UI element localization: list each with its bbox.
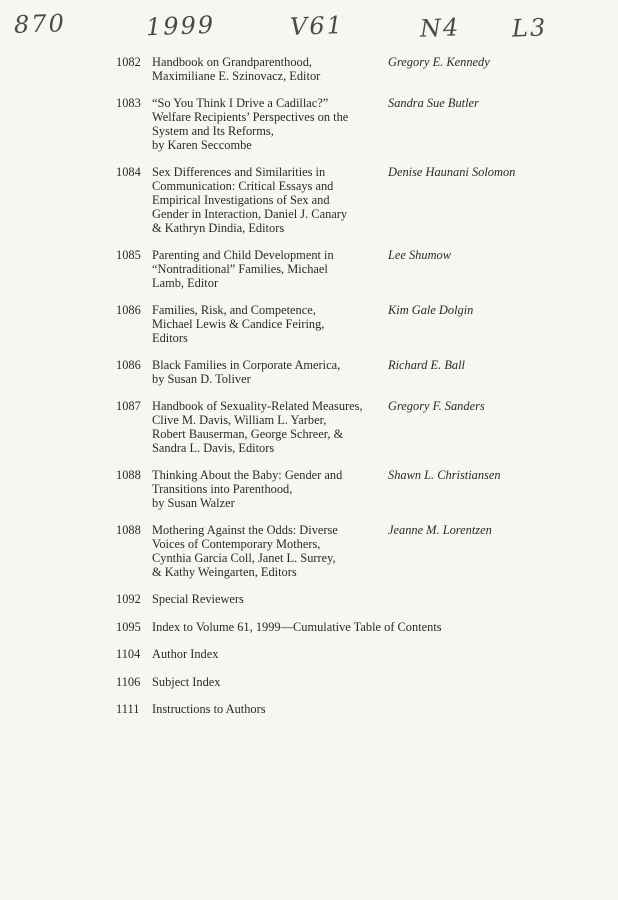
book-title-line: Clive M. Davis, William L. Yarber,: [152, 413, 327, 427]
book-title-line: System and Its Reforms,: [152, 124, 274, 138]
review-entry: [116, 165, 606, 235]
handwritten-number: N4: [419, 13, 461, 43]
book-title-line: Maximiliane E. Szinovacz, Editor: [152, 69, 321, 83]
handwritten-year: 1999: [145, 10, 216, 42]
book-title: [152, 523, 368, 579]
review-entry: [116, 55, 606, 83]
reviewer-name: Jeanne M. Lorentzen: [388, 523, 492, 537]
review-entry: [116, 523, 606, 579]
book-title: [152, 399, 368, 455]
page-number: 1106: [116, 674, 141, 689]
book-title: [152, 55, 368, 83]
book-title-line: Voices of Contemporary Mothers,: [152, 537, 321, 551]
section-entry: [116, 620, 606, 634]
book-title-line: Handbook of Sexuality-Related Measures,: [152, 399, 363, 413]
book-title-line: Mothering Against the Odds: Diverse: [152, 523, 338, 537]
page-number: 1104: [116, 647, 141, 661]
section-label: Instructions to Authors: [152, 702, 266, 716]
book-title-line: Editors: [152, 331, 188, 345]
book-title-line: by Susan Walzer: [152, 496, 235, 510]
page-number: 1086: [116, 303, 141, 317]
review-entry: [116, 303, 606, 345]
page-number: 1088: [116, 468, 141, 482]
handwritten-page: 870: [13, 9, 67, 39]
review-entry: [116, 358, 606, 386]
page-number: 1082: [116, 55, 141, 69]
book-title-line: & Kathy Weingarten, Editors: [152, 565, 297, 579]
section-label: Subject Index: [152, 674, 221, 689]
book-review-list: [116, 55, 606, 579]
reviewer-name: Denise Haunani Solomon: [388, 165, 516, 179]
book-title-line: Gender in Interaction, Daniel J. Canary: [152, 207, 348, 221]
reviewer-name: Gregory E. Kennedy: [388, 55, 490, 69]
book-title-line: Sex Differences and Similarities in: [152, 165, 326, 179]
book-title-line: Lamb, Editor: [152, 276, 219, 290]
reviewer-name: Gregory F. Sanders: [388, 399, 485, 413]
table-of-contents: [116, 55, 606, 730]
section-entry: [116, 647, 606, 661]
book-title-line: Empirical Investigations of Sex and: [152, 193, 330, 207]
reviewer-name: Lee Shumow: [388, 248, 451, 262]
page-number: 1083: [116, 96, 141, 110]
review-entry: [116, 248, 606, 290]
book-title: [152, 165, 368, 235]
page-number: 1095: [116, 619, 141, 634]
book-title-line: by Karen Seccombe: [152, 138, 252, 152]
book-title-line: Black Families in Corporate America,: [152, 358, 341, 372]
reviewer-name: Shawn L. Christiansen: [388, 468, 501, 482]
reviewer-name: Richard E. Ball: [388, 358, 465, 372]
section-list: [116, 592, 606, 716]
handwritten-extra: L3: [511, 13, 548, 43]
page-number: 1087: [116, 399, 141, 413]
handwritten-volume: V61: [289, 11, 345, 41]
page-number: 1085: [116, 248, 141, 262]
book-title-line: Transitions into Parenthood,: [152, 482, 293, 496]
section-entry: [116, 702, 606, 716]
book-title: [152, 468, 368, 510]
book-title: [152, 96, 368, 152]
book-title: [152, 358, 368, 386]
section-entry: [116, 592, 606, 606]
book-title: [152, 303, 368, 345]
book-title-line: Cynthia Garcia Coll, Janet L. Surrey,: [152, 551, 336, 565]
handwritten-annotations: [0, 6, 618, 46]
reviewer-name: Sandra Sue Butler: [388, 96, 479, 110]
book-title-line: by Susan D. Toliver: [152, 372, 251, 386]
section-label: Special Reviewers: [152, 592, 244, 606]
book-title-line: Robert Bauserman, George Schreer, &: [152, 427, 344, 441]
book-title-line: Sandra L. Davis, Editors: [152, 441, 275, 455]
book-title-line: Welfare Recipients’ Perspectives on the: [152, 110, 349, 124]
book-title-line: & Kathryn Dindia, Editors: [152, 221, 285, 235]
book-title-line: Families, Risk, and Competence,: [152, 303, 316, 317]
page-number: 1086: [116, 358, 141, 372]
page-number: 1084: [116, 165, 141, 179]
review-entry: [116, 468, 606, 510]
reviewer-name: Kim Gale Dolgin: [388, 303, 474, 317]
book-title-line: Handbook on Grandparenthood,: [152, 55, 313, 69]
book-title-line: Parenting and Child Development in: [152, 248, 334, 262]
review-entry: [116, 399, 606, 455]
book-title-line: “Nontraditional” Families, Michael: [152, 262, 328, 276]
section-entry: [116, 675, 606, 689]
book-title-line: Thinking About the Baby: Gender and: [152, 468, 343, 482]
book-title: [152, 248, 368, 290]
book-title-line: Michael Lewis & Candice Feiring,: [152, 317, 325, 331]
review-entry: [116, 96, 606, 152]
book-title-line: “So You Think I Drive a Cadillac?”: [152, 96, 329, 110]
page-number: 1111: [116, 702, 140, 716]
section-label: Author Index: [152, 647, 219, 661]
section-label: Index to Volume 61, 1999—Cumulative Table of Contents: [152, 619, 442, 634]
book-title-line: Communication: Critical Essays and: [152, 179, 334, 193]
page-number: 1088: [116, 523, 141, 537]
page-number: 1092: [116, 592, 141, 606]
